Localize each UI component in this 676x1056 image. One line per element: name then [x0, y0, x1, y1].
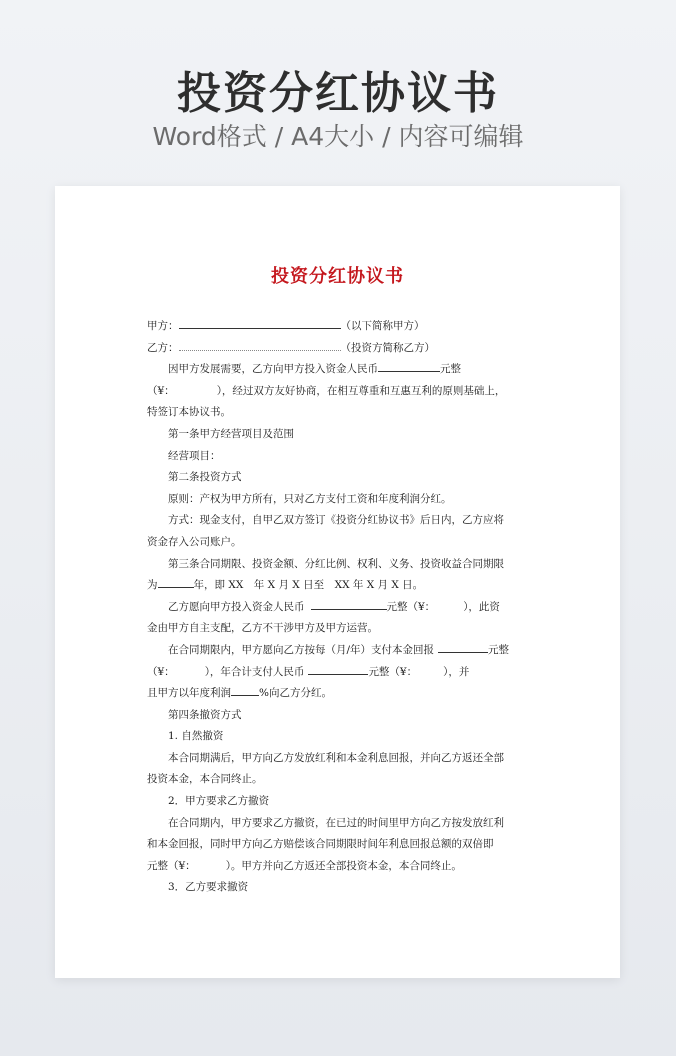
section-heading: 2．甲方要求乙方撤资: [168, 795, 270, 808]
document-title: 投资分红协议书: [271, 266, 404, 287]
page-subtitle: Word格式 / A4大小 / 内容可编辑: [152, 122, 524, 151]
paragraph: 投资本金，本合同终止。: [147, 773, 263, 786]
paragraph: 方式：现金支付，自甲乙双方签订《投资分红协议书》后日内，乙方应将: [168, 514, 504, 527]
paragraph: （¥： ），经过双方友好协商，在相互尊重和互惠互利的原则基础上，: [147, 384, 506, 397]
paragraph: 资金存入公司账户。: [147, 535, 242, 548]
paragraph: 为 年，即 XX 年 X 月 X 日至 XX 年 X 月 X 日。: [147, 575, 529, 597]
article-heading: 第一条甲方经营项目及范围: [168, 427, 294, 440]
article-heading: 第四条撤资方式: [168, 708, 242, 721]
paragraph: 金由甲方自主支配，乙方不干涉甲方及甲方运营。: [147, 622, 378, 635]
paragraph: 原则：产权为甲方所有，只对乙方支付工资和年度利润分红。: [168, 492, 452, 505]
party-b-blank: [179, 338, 341, 351]
section-heading: 3．乙方要求撤资: [168, 881, 249, 894]
paragraph: 乙方愿向甲方投入资金人民币 元整（¥： ），此资: [147, 597, 529, 619]
paragraph: 因甲方发展需要，乙方向甲方投入资金人民币 元整: [147, 359, 529, 381]
paragraph: 和本金回报，同时甲方向乙方赔偿该合同期限时间年利息回报总额的双倍即: [147, 838, 494, 851]
document-body: [147, 316, 529, 899]
article-heading: 第三条合同期限、投资金额、分红比例、权利、义务、投资收益合同期限: [168, 557, 504, 570]
paragraph: 在合同期限内，甲方愿向乙方按每（月/年）支付本金回报 元整: [147, 640, 529, 662]
article-heading: 第二条投资方式: [168, 471, 242, 484]
paragraph: 且甲方以年度利润 %向乙方分红。: [147, 683, 529, 705]
paragraph: 特签订本协议书。: [147, 406, 231, 419]
party-a-line: 甲方： （以下简称甲方）: [147, 316, 529, 338]
document-page: [55, 186, 620, 978]
party-a-blank: [179, 316, 341, 329]
paragraph: 本合同期满后，甲方向乙方发放红利和本金利息回报，并向乙方返还全部: [168, 751, 504, 764]
section-heading: 1. 自然撤资: [168, 730, 224, 743]
page-title: 投资分红协议书: [177, 68, 499, 119]
paragraph: 经营项目：: [168, 449, 221, 462]
paragraph: （¥： ），年合计支付人民币 元整（¥： ），并: [147, 662, 529, 684]
party-b-line: 乙方： （投资方简称乙方）: [147, 338, 529, 360]
paragraph: 元整（¥： ）。甲方并向乙方返还全部投资本金，本合同终止。: [147, 859, 462, 872]
paragraph: 在合同期内，甲方要求乙方撤资，在已过的时间里甲方向乙方按发放红利: [168, 816, 504, 829]
